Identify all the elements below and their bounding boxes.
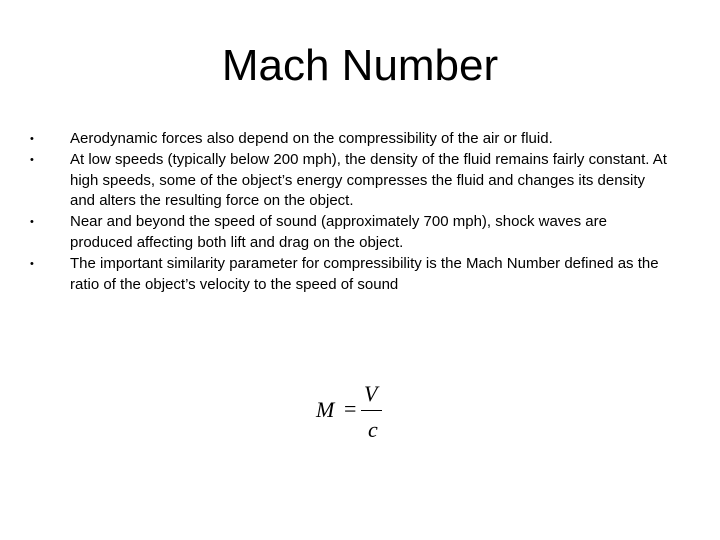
- bullet-text: Aerodynamic forces also depend on the compressibility of the air or fluid.: [70, 130, 553, 147]
- bullet-icon: •: [30, 216, 34, 229]
- bullet-icon: •: [30, 153, 34, 166]
- formula-denominator: c: [368, 417, 378, 442]
- bullet-item: [30, 129, 670, 150]
- bullet-item: [30, 150, 670, 212]
- bullet-icon: •: [30, 133, 34, 145]
- formula-equals: =: [344, 396, 357, 421]
- fraction-bar: [361, 410, 382, 411]
- slide-title: Mach Number: [221, 41, 499, 90]
- bullet-text: At low speeds (typically below 200 mph), the density of the fluid remains fairly constant. At high speeds, some of the object’s energy compresses the fluid and changes its density and alters the resulting force on the object.: [70, 150, 667, 210]
- bullet-list: [30, 129, 670, 295]
- bullet-item: [30, 254, 670, 296]
- formula-numerator: V: [364, 381, 378, 406]
- bullet-text: The important similarity parameter for compressibility is the Mach Number defined as the ratio of the object’s velocity to the speed of sound: [70, 254, 659, 293]
- formula-lhs: M: [316, 397, 335, 422]
- bullet-item: [30, 212, 670, 254]
- bullet-text: Near and beyond the speed of sound (approximately 700 mph), shock waves are produced affecting both lift and drag on the object.: [70, 213, 607, 251]
- mach-number-formula: [316, 382, 396, 442]
- bullet-icon: •: [30, 257, 34, 270]
